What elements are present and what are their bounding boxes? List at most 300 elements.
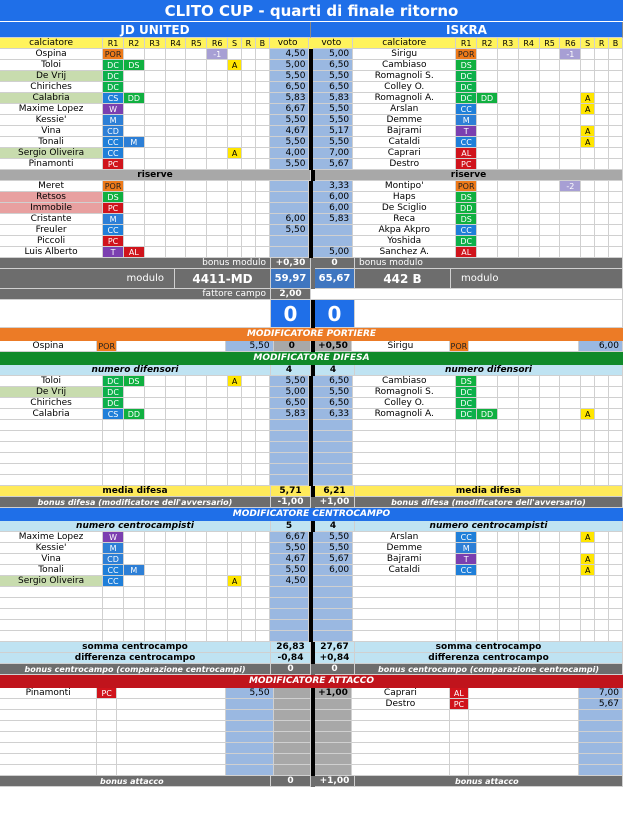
player-row bbox=[0, 203, 623, 214]
away-num: 4 bbox=[315, 365, 355, 376]
card-b bbox=[609, 475, 623, 486]
role-r5 bbox=[186, 247, 207, 258]
role-r6 bbox=[207, 576, 228, 587]
role-r6 bbox=[207, 631, 228, 642]
card-r bbox=[242, 442, 256, 453]
player-row bbox=[0, 71, 623, 82]
role-r5 bbox=[540, 126, 561, 137]
col-r3: R3 bbox=[498, 38, 519, 49]
role-r2 bbox=[477, 225, 498, 236]
role-r4 bbox=[519, 71, 540, 82]
card-s bbox=[228, 609, 242, 620]
bonus-attacco-label: bonus attacco bbox=[0, 776, 271, 787]
role-r3 bbox=[498, 192, 519, 203]
player-name: Cristante bbox=[0, 214, 103, 225]
media-label: media difesa bbox=[355, 486, 623, 497]
card-s bbox=[581, 236, 595, 247]
role-r3 bbox=[498, 60, 519, 71]
role-r3 bbox=[145, 115, 166, 126]
role-r3 bbox=[498, 398, 519, 409]
card-b bbox=[256, 137, 270, 148]
role-r3 bbox=[145, 398, 166, 409]
role-r5 bbox=[186, 387, 207, 398]
blank bbox=[469, 710, 579, 721]
role-r5 bbox=[186, 565, 207, 576]
role-r1 bbox=[103, 587, 124, 598]
media-row bbox=[0, 486, 623, 497]
role-r4 bbox=[519, 159, 540, 170]
role-r4 bbox=[519, 60, 540, 71]
card-b bbox=[256, 609, 270, 620]
card-s: A bbox=[581, 532, 595, 543]
role-r2 bbox=[124, 148, 145, 159]
role-r6 bbox=[207, 159, 228, 170]
player-name: Sergio Oliveira bbox=[0, 148, 103, 159]
away-att-voto bbox=[579, 754, 623, 765]
player-vote: 5,50 bbox=[313, 532, 353, 543]
player-row bbox=[0, 49, 623, 60]
role-r3 bbox=[145, 475, 166, 486]
role-r3 bbox=[145, 60, 166, 71]
role-r4 bbox=[166, 93, 187, 104]
role-r6 bbox=[560, 409, 581, 420]
role-r1: CC bbox=[456, 225, 477, 236]
role-r1 bbox=[456, 620, 477, 631]
card-b bbox=[256, 420, 270, 431]
role-r3 bbox=[145, 93, 166, 104]
card-s bbox=[228, 565, 242, 576]
away-total: 65,67 bbox=[315, 269, 355, 289]
role-r3 bbox=[498, 464, 519, 475]
role-r5 bbox=[186, 543, 207, 554]
col-r3: R3 bbox=[145, 38, 166, 49]
role-r6 bbox=[560, 565, 581, 576]
fattore-row bbox=[0, 289, 623, 300]
role-r6 bbox=[560, 631, 581, 642]
role-r2 bbox=[477, 532, 498, 543]
player-row bbox=[0, 587, 623, 598]
role-r4 bbox=[166, 398, 187, 409]
card-s bbox=[228, 49, 242, 60]
role-r3 bbox=[498, 620, 519, 631]
player-vote bbox=[313, 431, 353, 442]
player-row bbox=[0, 93, 623, 104]
role-r1: CS bbox=[103, 409, 124, 420]
card-s bbox=[228, 137, 242, 148]
role-r6 bbox=[560, 93, 581, 104]
role-r1: DS bbox=[456, 376, 477, 387]
blank bbox=[117, 688, 226, 699]
role-r3 bbox=[145, 148, 166, 159]
card-s bbox=[228, 475, 242, 486]
card-s: A bbox=[581, 554, 595, 565]
card-b bbox=[256, 398, 270, 409]
role-r5 bbox=[540, 532, 561, 543]
player-vote bbox=[270, 475, 310, 486]
role-r3 bbox=[498, 104, 519, 115]
player-vote: 5,50 bbox=[270, 115, 310, 126]
role-r5 bbox=[540, 49, 561, 60]
role-r5 bbox=[540, 71, 561, 82]
section-attacco: MODIFICATORE ATTACCO bbox=[0, 675, 623, 688]
card-b bbox=[609, 609, 623, 620]
away-bonus-modulo: 0 bbox=[315, 258, 355, 269]
role-r2 bbox=[477, 126, 498, 137]
role-r3 bbox=[145, 631, 166, 642]
card-r bbox=[242, 137, 256, 148]
card-s bbox=[228, 82, 242, 93]
player-vote: 5,50 bbox=[313, 387, 353, 398]
player-vote bbox=[270, 236, 310, 247]
player-name bbox=[353, 598, 456, 609]
card-r bbox=[242, 71, 256, 82]
role-r4 bbox=[519, 576, 540, 587]
role-r1: CC bbox=[456, 104, 477, 115]
card-r bbox=[595, 376, 609, 387]
role-r2: DD bbox=[477, 93, 498, 104]
player-row bbox=[0, 82, 623, 93]
role-r3 bbox=[145, 431, 166, 442]
card-r bbox=[242, 82, 256, 93]
card-b bbox=[609, 93, 623, 104]
role-r5 bbox=[186, 431, 207, 442]
player-name bbox=[352, 765, 449, 776]
card-r bbox=[595, 126, 609, 137]
away-att-val bbox=[315, 710, 352, 721]
role-r5 bbox=[186, 49, 207, 60]
player-vote: 5,50 bbox=[313, 543, 353, 554]
role-r4 bbox=[519, 398, 540, 409]
role-r6 bbox=[560, 576, 581, 587]
player-name bbox=[0, 587, 103, 598]
role-r3 bbox=[498, 71, 519, 82]
role-r2 bbox=[477, 543, 498, 554]
role-r1 bbox=[97, 710, 117, 721]
role-r6 bbox=[560, 398, 581, 409]
role-r2 bbox=[477, 49, 498, 60]
role-r6 bbox=[207, 464, 228, 475]
col-calciatore: calciatore bbox=[0, 38, 103, 49]
role-r2 bbox=[477, 565, 498, 576]
card-r bbox=[595, 532, 609, 543]
role-r5 bbox=[186, 236, 207, 247]
player-name: Caprari bbox=[352, 688, 449, 699]
role-r6 bbox=[560, 214, 581, 225]
card-r bbox=[595, 576, 609, 587]
card-r bbox=[242, 620, 256, 631]
role-r2 bbox=[124, 71, 145, 82]
player-row bbox=[0, 576, 623, 587]
card-s bbox=[581, 181, 595, 192]
player-vote bbox=[313, 464, 353, 475]
modulo-label: modulo bbox=[0, 269, 175, 289]
home-att-val bbox=[274, 721, 311, 732]
role-r2: AL bbox=[124, 247, 145, 258]
player-vote: 4,67 bbox=[270, 126, 310, 137]
card-r bbox=[595, 214, 609, 225]
role-r6 bbox=[560, 609, 581, 620]
role-r6 bbox=[207, 192, 228, 203]
card-b bbox=[256, 587, 270, 598]
player-vote bbox=[270, 181, 310, 192]
home-att-val bbox=[274, 688, 311, 699]
player-vote bbox=[313, 609, 353, 620]
role-r3 bbox=[145, 137, 166, 148]
player-vote: 6,00 bbox=[313, 565, 353, 576]
card-b bbox=[256, 464, 270, 475]
player-row bbox=[0, 431, 623, 442]
player-row bbox=[0, 554, 623, 565]
player-name: De Vrij bbox=[0, 71, 103, 82]
card-r bbox=[595, 431, 609, 442]
card-r bbox=[242, 225, 256, 236]
bonus-attacco-label: bonus attacco bbox=[355, 776, 623, 787]
card-r bbox=[595, 104, 609, 115]
player-row bbox=[0, 532, 623, 543]
card-s bbox=[581, 620, 595, 631]
role-r4 bbox=[166, 587, 187, 598]
role-r1 bbox=[450, 754, 470, 765]
home-att-val bbox=[274, 754, 311, 765]
role-r4 bbox=[519, 104, 540, 115]
blank bbox=[469, 341, 579, 352]
role-r2 bbox=[124, 387, 145, 398]
bonus-modulo-label: bonus modulo bbox=[0, 258, 271, 269]
role-r4 bbox=[519, 609, 540, 620]
card-b bbox=[609, 464, 623, 475]
role-r1: M bbox=[103, 115, 124, 126]
role-r5 bbox=[540, 376, 561, 387]
card-b bbox=[256, 387, 270, 398]
role-r2 bbox=[477, 431, 498, 442]
role-r6 bbox=[207, 532, 228, 543]
role-r2: DD bbox=[477, 409, 498, 420]
card-r bbox=[595, 60, 609, 71]
riserve-label: riserve bbox=[0, 170, 311, 181]
card-s bbox=[228, 587, 242, 598]
card-r bbox=[242, 214, 256, 225]
role-r5 bbox=[540, 464, 561, 475]
role-r1 bbox=[450, 710, 470, 721]
role-r2 bbox=[477, 376, 498, 387]
away-att-val bbox=[315, 765, 352, 776]
player-vote: 5,83 bbox=[313, 214, 353, 225]
role-r2 bbox=[477, 620, 498, 631]
player-vote: 5,50 bbox=[313, 71, 353, 82]
role-r2 bbox=[477, 60, 498, 71]
role-r1 bbox=[97, 754, 117, 765]
card-r bbox=[595, 609, 609, 620]
card-r bbox=[242, 587, 256, 598]
role-r3 bbox=[145, 192, 166, 203]
card-b bbox=[609, 532, 623, 543]
role-r4 bbox=[519, 532, 540, 543]
player-vote: 5,83 bbox=[270, 409, 310, 420]
player-name: Haps bbox=[353, 192, 456, 203]
card-r bbox=[595, 236, 609, 247]
home-att-val bbox=[274, 765, 311, 776]
role-r5 bbox=[540, 214, 561, 225]
card-b bbox=[256, 93, 270, 104]
role-r1: M bbox=[103, 543, 124, 554]
col-calciatore: calciatore bbox=[353, 38, 456, 49]
card-s bbox=[228, 214, 242, 225]
player-vote: 5,50 bbox=[270, 225, 310, 236]
role-r1: W bbox=[103, 104, 124, 115]
card-s bbox=[228, 225, 242, 236]
role-r6 bbox=[207, 620, 228, 631]
player-row bbox=[0, 620, 623, 631]
home-bonus-modulo: +0,30 bbox=[271, 258, 311, 269]
role-r1 bbox=[450, 732, 470, 743]
card-s: A bbox=[581, 409, 595, 420]
card-s bbox=[581, 631, 595, 642]
role-r6 bbox=[560, 420, 581, 431]
role-r3 bbox=[498, 442, 519, 453]
card-s bbox=[581, 609, 595, 620]
card-r bbox=[595, 148, 609, 159]
role-r3 bbox=[498, 115, 519, 126]
role-r2 bbox=[477, 236, 498, 247]
role-r5 bbox=[540, 442, 561, 453]
card-r bbox=[595, 137, 609, 148]
player-name bbox=[0, 598, 103, 609]
role-r1: CC bbox=[103, 148, 124, 159]
card-r bbox=[595, 93, 609, 104]
role-r1 bbox=[456, 442, 477, 453]
role-r5 bbox=[540, 475, 561, 486]
role-r4 bbox=[519, 554, 540, 565]
away-att-val: +1,00 bbox=[315, 688, 352, 699]
player-name: Demme bbox=[353, 543, 456, 554]
player-row bbox=[0, 159, 623, 170]
card-s bbox=[581, 203, 595, 214]
player-vote: 6,50 bbox=[313, 60, 353, 71]
home-portiere-voto: 5,50 bbox=[226, 341, 274, 352]
role-r6 bbox=[207, 554, 228, 565]
player-vote bbox=[313, 587, 353, 598]
role-r1: DS bbox=[456, 60, 477, 71]
home-num: 4 bbox=[271, 365, 311, 376]
role-r6 bbox=[560, 126, 581, 137]
role-r3 bbox=[498, 387, 519, 398]
player-vote bbox=[270, 442, 310, 453]
home-differenza: -0,84 bbox=[271, 653, 311, 664]
role-r1: CD bbox=[103, 554, 124, 565]
player-name bbox=[0, 464, 103, 475]
home-modulo: 4411-MD bbox=[175, 269, 271, 289]
role-r4 bbox=[166, 475, 187, 486]
fattore-value: 2,00 bbox=[271, 289, 311, 300]
role-r2 bbox=[477, 631, 498, 642]
attacco-row bbox=[0, 765, 623, 776]
card-s bbox=[581, 475, 595, 486]
role-r2 bbox=[477, 576, 498, 587]
role-r3 bbox=[145, 609, 166, 620]
card-s: A bbox=[228, 376, 242, 387]
card-s bbox=[228, 398, 242, 409]
card-s bbox=[228, 442, 242, 453]
card-s bbox=[228, 126, 242, 137]
role-r6 bbox=[560, 587, 581, 598]
role-r3 bbox=[145, 49, 166, 60]
role-r6 bbox=[560, 115, 581, 126]
player-name: Kessie' bbox=[0, 115, 103, 126]
role-r1: PC bbox=[103, 236, 124, 247]
modulo-label: modulo bbox=[451, 269, 623, 289]
role-r3 bbox=[498, 225, 519, 236]
role-r3 bbox=[498, 554, 519, 565]
role-r2 bbox=[124, 532, 145, 543]
role-r4 bbox=[166, 631, 187, 642]
player-vote: 4,50 bbox=[270, 49, 310, 60]
role-r1: POR bbox=[103, 181, 124, 192]
role-r6 bbox=[207, 475, 228, 486]
role-r3 bbox=[498, 148, 519, 159]
role-r6 bbox=[560, 104, 581, 115]
card-b bbox=[609, 387, 623, 398]
card-s bbox=[581, 49, 595, 60]
player-row bbox=[0, 543, 623, 554]
home-team-name: JD UNITED bbox=[0, 22, 311, 38]
role-r1 bbox=[456, 453, 477, 464]
player-vote: 5,00 bbox=[270, 60, 310, 71]
role-r1: PC bbox=[456, 159, 477, 170]
role-r1 bbox=[450, 765, 470, 776]
role-r6 bbox=[207, 387, 228, 398]
role-r3 bbox=[145, 587, 166, 598]
card-r bbox=[595, 543, 609, 554]
role-r2 bbox=[477, 148, 498, 159]
role-r3 bbox=[498, 137, 519, 148]
role-r5 bbox=[186, 104, 207, 115]
role-r3 bbox=[145, 576, 166, 587]
player-vote: 5,50 bbox=[270, 543, 310, 554]
card-r bbox=[595, 71, 609, 82]
blank bbox=[117, 699, 226, 710]
role-r5 bbox=[540, 60, 561, 71]
role-r5 bbox=[186, 93, 207, 104]
role-r4 bbox=[519, 82, 540, 93]
away-modulo: 442 B bbox=[355, 269, 451, 289]
blank bbox=[469, 699, 579, 710]
role-r3 bbox=[145, 598, 166, 609]
role-r3 bbox=[498, 203, 519, 214]
role-r1: CC bbox=[456, 532, 477, 543]
role-r4 bbox=[166, 543, 187, 554]
role-r6 bbox=[207, 82, 228, 93]
card-b bbox=[256, 236, 270, 247]
role-r4 bbox=[519, 49, 540, 60]
role-r5 bbox=[540, 192, 561, 203]
role-r1 bbox=[97, 721, 117, 732]
away-bonus-attacco: +1,00 bbox=[315, 776, 355, 787]
role-r5 bbox=[540, 453, 561, 464]
role-r4 bbox=[166, 565, 187, 576]
role-r6 bbox=[207, 104, 228, 115]
player-vote bbox=[313, 475, 353, 486]
card-b bbox=[256, 203, 270, 214]
card-r bbox=[242, 376, 256, 387]
role-r3 bbox=[145, 214, 166, 225]
away-team-name: ISKRA bbox=[311, 22, 623, 38]
player-vote: 5,00 bbox=[313, 247, 353, 258]
player-row bbox=[0, 181, 623, 192]
page-title: CLITO CUP - quarti di finale ritorno bbox=[0, 0, 623, 22]
num-label: numero centrocampisti bbox=[0, 521, 271, 532]
blank bbox=[117, 754, 226, 765]
card-b bbox=[256, 453, 270, 464]
